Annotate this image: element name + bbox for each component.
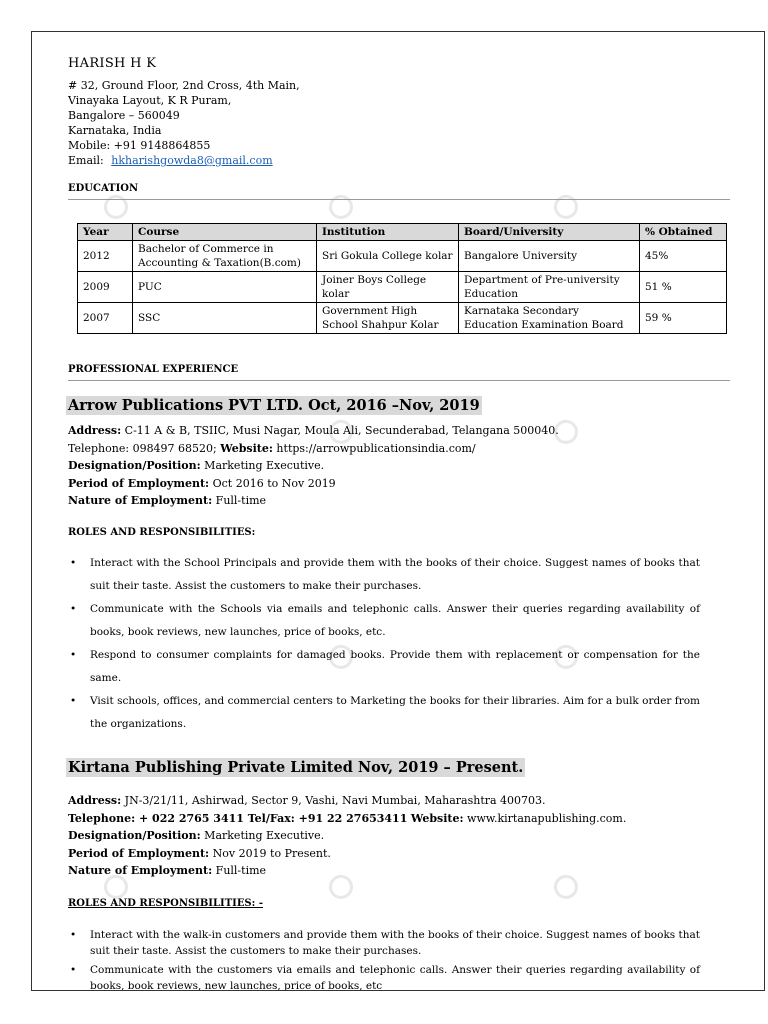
list-item: • Interact with the walk-in customers and provide them with the books of their choice. Suggest names of books that suit their taste. Assist the customers to make their purchases. [68,927,700,959]
education-divider [68,199,730,200]
cell-institution: Sri Gokula College kolar [317,241,459,272]
education-heading: EDUCATION [68,183,139,194]
cell-institution: Government High School Shahpur Kolar [317,303,459,334]
address-line: Vinayaka Layout, K R Puram, [68,94,232,107]
list-item: • Interact with the School Principals and provide them with the books of their choice. Suggest names of books that suit their taste. Assist the customers to make their purchases. [68,552,700,598]
job-designation: Designation/Position: Marketing Executive. [68,459,325,472]
column-header: Year [78,224,133,241]
job-address: Address: C-11 A & B, TSIIC, Musi Nagar, Moula Ali, Secunderabad, Telangana 500040. [68,424,559,437]
table-row [78,303,727,334]
address-line: Bangalore – 560049 [68,109,180,122]
job-period: Period of Employment: Nov 2019 to Present. [68,846,331,860]
column-header: Board/University [459,224,640,241]
experience-heading: PROFESSIONAL EXPERIENCE [68,364,239,375]
cell-board: Bangalore University [459,241,640,272]
job-nature: Nature of Employment: Full-time [68,494,267,507]
list-item: • Communicate with the customers via emails and telephonic calls. Answer their queries regarding availability of books, book reviews, new launches, price of books, etc [68,962,700,991]
cell-percent: 59 % [640,303,727,334]
candidate-name: HARISH H K [68,56,157,71]
job-designation: Designation/Position: Marketing Executive. [68,829,325,842]
address-line: # 32, Ground Floor, 2nd Cross, 4th Main, [68,79,300,92]
column-header: Course [133,224,317,241]
cell-percent: 51 % [640,272,727,303]
email-row [68,153,300,168]
job-details [68,792,728,880]
job-details [68,422,728,510]
roles-list [68,927,700,991]
cell-year: 2009 [78,272,133,303]
table-row [78,241,727,272]
address-line: Karnataka, India [68,124,162,137]
list-item: • Visit schools, offices, and commercial centers to Marketing the books for their libraries. Aim for a bulk order from the organizations. [68,690,700,736]
job-nature: Nature of Employment: Full-time [68,864,267,877]
job-address: Address: JN-3/21/11, Ashirwad, Sector 9, Vashi, Navi Mumbai, Maharashtra 400703. [68,794,546,807]
cell-year: 2007 [78,303,133,334]
column-header: Institution [317,224,459,241]
table-header-row [78,224,727,241]
roles-heading: ROLES AND RESPONSIBILITIES: - [68,898,263,909]
job-title: Arrow Publications PVT LTD. Oct, 2016 –Nov, 2019 [68,397,480,414]
roles-list [68,552,700,736]
column-header: % Obtained [640,224,727,241]
resume-page [31,31,765,991]
job-contact: Telephone: 098497 68520; Website: https://arrowpublicationsindia.com/ [68,441,476,455]
email-link[interactable]: hkharishgowda8@gmail.com [111,154,273,167]
job-title: Kirtana Publishing Private Limited Nov, 2019 – Present. [68,759,524,776]
email-label: Email: [68,154,104,167]
list-item: • Communicate with the Schools via emails and telephonic calls. Answer their queries regarding availability of books, book reviews, new launches, price of books, etc. [68,598,700,644]
mobile-number: Mobile: +91 9148864855 [68,139,211,152]
cell-institution: Joiner Boys College kolar [317,272,459,303]
roles-heading: ROLES AND RESPONSIBILITIES: [68,527,256,538]
cell-course: Bachelor of Commerce in Accounting & Taxation(B.com) [133,241,317,272]
cell-board: Karnataka Secondary Education Examination Board [459,303,640,334]
contact-block [68,78,300,168]
job-contact: Telephone: + 022 2765 3411 Tel/Fax: +91 22 27653411 Website: www.kirtanapublishing.com. [68,811,627,825]
cell-percent: 45% [640,241,727,272]
cell-course: PUC [133,272,317,303]
experience-divider [68,380,730,381]
cell-board: Department of Pre-university Education [459,272,640,303]
cell-year: 2012 [78,241,133,272]
table-row [78,272,727,303]
education-table [77,223,727,334]
list-item: • Respond to consumer complaints for damaged books. Provide them with replacement or compensation for the same. [68,644,700,690]
cell-course: SSC [133,303,317,334]
job-period: Period of Employment: Oct 2016 to Nov 2019 [68,476,336,490]
